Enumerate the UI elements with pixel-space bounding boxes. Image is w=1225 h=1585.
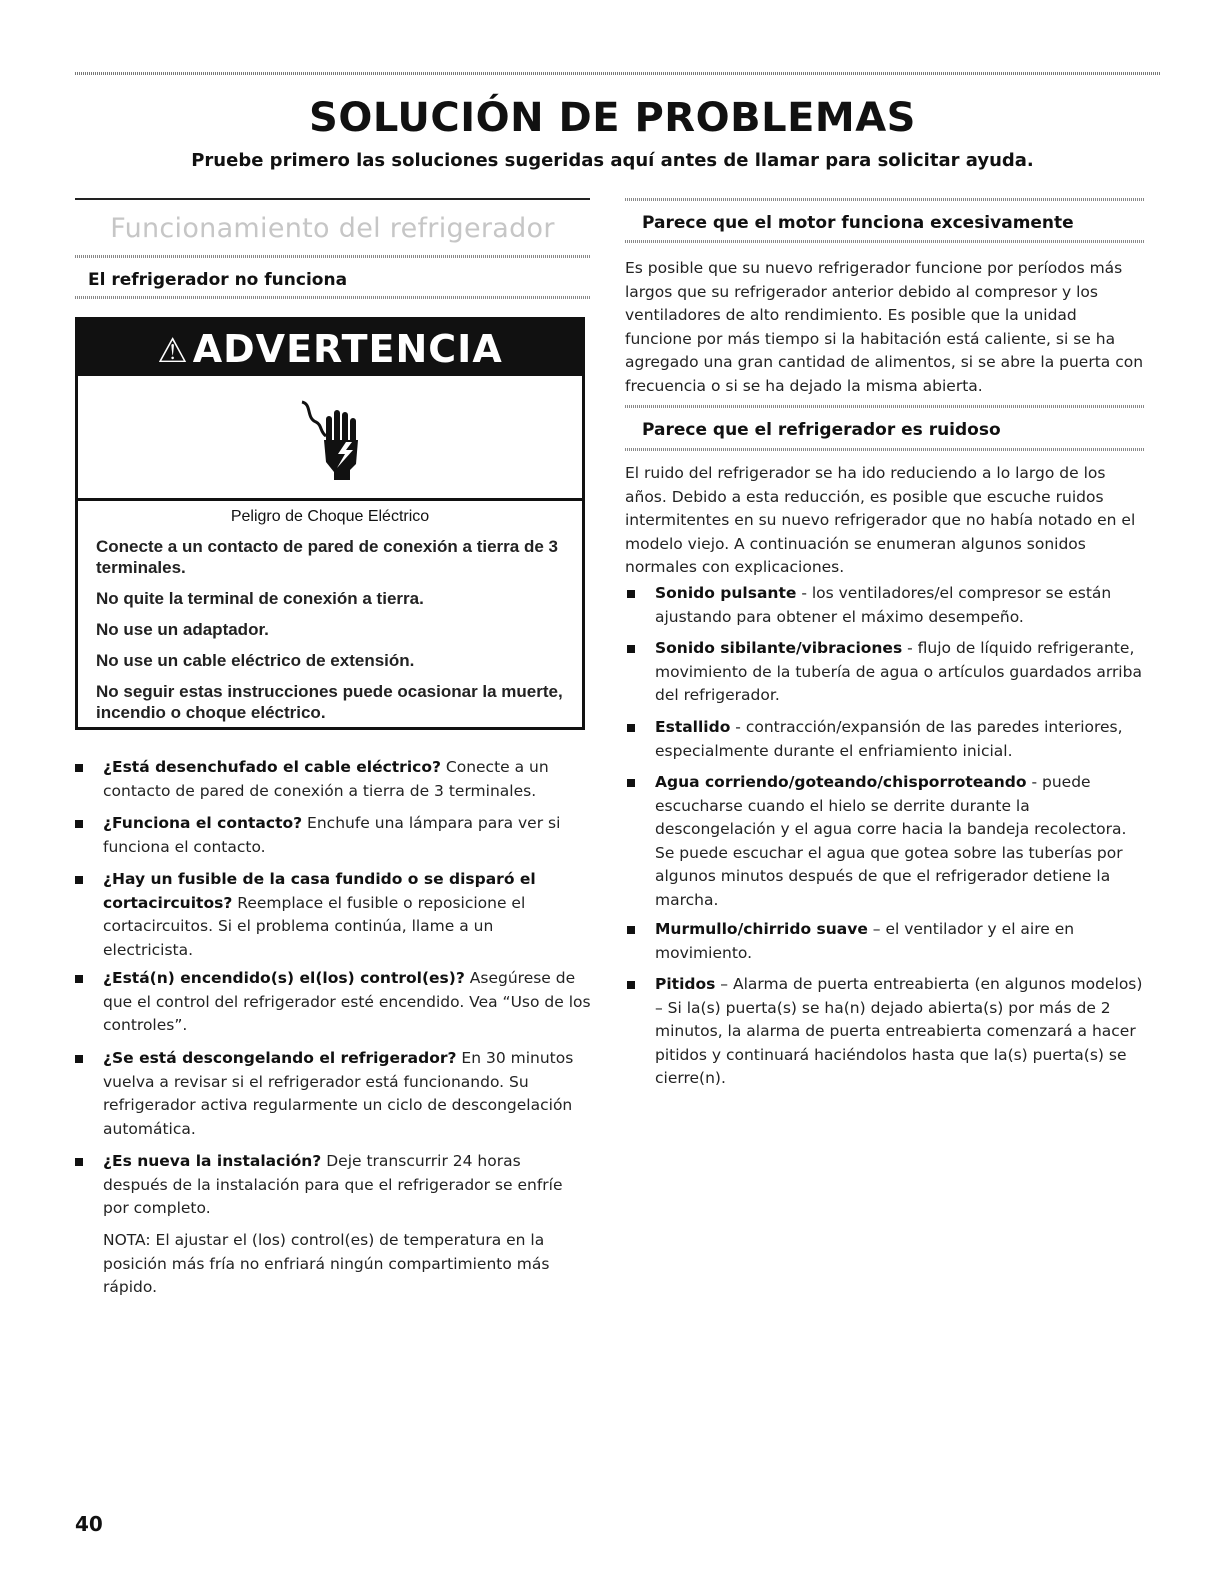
divider	[625, 240, 1145, 243]
item-answer: Reemplace el fusible o reposicione el cortacircuitos. Si el problema continúa, llame a un electricista.	[103, 893, 526, 959]
item-question: ¿Se está descongelando el refrigerador?	[103, 1049, 457, 1067]
list-item	[655, 918, 1145, 965]
bullet-icon	[75, 820, 83, 828]
list-item	[103, 1047, 583, 1141]
bullet-icon	[75, 1158, 83, 1166]
list-item	[103, 812, 583, 859]
item-answer: Asegúrese de que el control del refrigerador esté encendido. Vea “Uso de los controles”.	[103, 969, 591, 1034]
warning-line: No seguir estas instrucciones puede ocasionar la muerte, incendio o choque eléctrico.	[96, 682, 563, 722]
item-question: ¿Hay un fusible de la casa fundido o se disparó el cortacircuitos?	[103, 870, 536, 912]
note-text: El ajustar el (los) control(es) de temperatura en la posición más fría no enfriará ningún compartimiento más rápido.	[103, 1231, 550, 1296]
list-item	[655, 771, 1145, 912]
bullet-icon	[75, 975, 83, 983]
list-item	[103, 967, 593, 1038]
item-question: ¿Funciona el contacto?	[103, 814, 303, 832]
item-sound: Sonido sibilante/vibraciones	[655, 639, 903, 657]
bullet-icon	[627, 724, 635, 732]
divider	[75, 296, 590, 299]
bullet-icon	[627, 779, 635, 787]
item-answer: En 30 minutos vuelva a revisar si el refrigerador está funcionando. Su refrigerador activa regularmente un ciclo de descongelación automática.	[103, 1049, 574, 1138]
item-explanation: - puede escucharse cuando el hielo se derrite durante la descongelación y el agua corre hacia la bandeja recolectora. Se puede escuchar el agua que gotea sobre las tuberías por algunos minutos después de que el refrigerador detiene la marcha.	[655, 773, 1127, 909]
warning-line: No use un cable eléctrico de extensión.	[96, 651, 415, 670]
item-sound: Pitidos	[655, 975, 716, 993]
divider	[625, 448, 1145, 451]
page-title: SOLUCIÓN DE PROBLEMAS	[309, 95, 916, 141]
warning-triangle-icon: ⚠	[157, 331, 189, 371]
sub-heading-not-working: El refrigerador no funciona	[88, 270, 348, 290]
item-explanation: - flujo de líquido refrigerante, movimiento de la tubería de agua o artículos guardados arriba del refrigerador.	[655, 639, 1142, 704]
divider	[625, 405, 1145, 408]
page-subtitle: Pruebe primero las soluciones sugeridas aquí antes de llamar para solicitar ayuda.	[191, 150, 1034, 171]
list-item	[655, 973, 1145, 1091]
warning-box	[75, 317, 585, 730]
item-answer: Deje transcurrir 24 horas después de la instalación para que el refrigerador se enfríe por completo.	[103, 1152, 563, 1217]
note-label: NOTA:	[103, 1231, 151, 1249]
item-explanation: - los ventiladores/el compresor se están ajustando para obtener el máximo desempeño.	[655, 584, 1112, 626]
bullet-icon	[627, 590, 635, 598]
note	[103, 1229, 573, 1300]
warning-banner	[78, 320, 582, 376]
warning-danger-title: Peligro de Choque Eléctrico	[230, 508, 430, 525]
item-sound: Murmullo/chirrido suave	[655, 920, 868, 938]
list-item	[103, 1150, 583, 1221]
list-item	[103, 756, 583, 803]
top-rule	[75, 72, 1160, 75]
item-sound: Estallido	[655, 718, 731, 736]
item-question: ¿Es nueva la instalación?	[103, 1152, 322, 1170]
warning-icon-area	[78, 376, 582, 501]
list-item	[655, 582, 1145, 629]
list-item	[103, 868, 583, 962]
sub-heading-noise: Parece que el refrigerador es ruidoso	[642, 420, 1001, 440]
bullet-icon	[627, 926, 635, 934]
bullet-icon	[627, 981, 635, 989]
item-answer: Enchufe una lámpara para ver si funciona el contacto.	[103, 814, 561, 856]
item-explanation: - contracción/expansión de las paredes interiores, especialmente durante el enfriamiento inicial.	[655, 718, 1123, 760]
bullet-icon	[75, 764, 83, 772]
list-item	[655, 637, 1145, 708]
warning-label: ADVERTENCIA	[192, 327, 503, 371]
item-question: ¿Está(n) encendido(s) el(los) control(es)?	[103, 969, 465, 987]
section-rule	[75, 198, 590, 200]
bullet-icon	[75, 876, 83, 884]
item-question: ¿Está desenchufado el cable eléctrico?	[103, 758, 441, 776]
motor-paragraph: Es posible que su nuevo refrigerador funcione por períodos más largos que su refrigerador anterior debido al compresor y los ventiladores de alto rendimiento. Es posible que la unidad funcione por más tiempo si la habitación está caliente, si se ha agregado una gran cantidad de alimentos, si se abre la puerta con frecuencia o si se ha dejado la misma abierta.	[625, 259, 1144, 395]
list-item	[655, 716, 1145, 763]
sub-heading-motor: Parece que el motor funciona excesivamente	[642, 213, 1074, 233]
item-sound: Agua corriendo/goteando/chisporroteando	[655, 773, 1027, 791]
warning-instructions	[96, 536, 566, 733]
noise-paragraph: El ruido del refrigerador se ha ido reduciendo a lo largo de los años. Debido a esta reducción, es posible que escuche ruidos intermitentes en su nuevo refrigerador que no había notado en el modelo viejo. A continuación se enumeran algunos sonidos normales con explicaciones.	[625, 464, 1136, 576]
electric-shock-hand-icon	[298, 392, 368, 482]
item-sound: Sonido pulsante	[655, 584, 797, 602]
divider	[625, 198, 1145, 201]
item-explanation: – Alarma de puerta entreabierta (en algunos modelos) – Si la(s) puerta(s) se ha(n) dejado abierta(s) por más de 2 minutos, la alarma de puerta entreabierta comenzará a hacer pitidos y continuará haciéndolos hasta que la(s) puerta(s) se cierre(n).	[655, 975, 1143, 1087]
item-explanation: – el ventilador y el aire en movimiento.	[655, 920, 1075, 962]
warning-line: No quite la terminal de conexión a tierra.	[96, 589, 424, 608]
bullet-icon	[627, 645, 635, 653]
divider	[75, 255, 590, 258]
page-number: 40	[75, 1512, 103, 1536]
section-title: Funcionamiento del refrigerador	[110, 213, 555, 244]
bullet-icon	[75, 1055, 83, 1063]
warning-line: No use un adaptador.	[96, 620, 269, 639]
item-answer: Conecte a un contacto de pared de conexión a tierra de 3 terminales.	[103, 758, 549, 800]
warning-line: Conecte a un contacto de pared de conexión a tierra de 3 terminales.	[96, 537, 558, 577]
